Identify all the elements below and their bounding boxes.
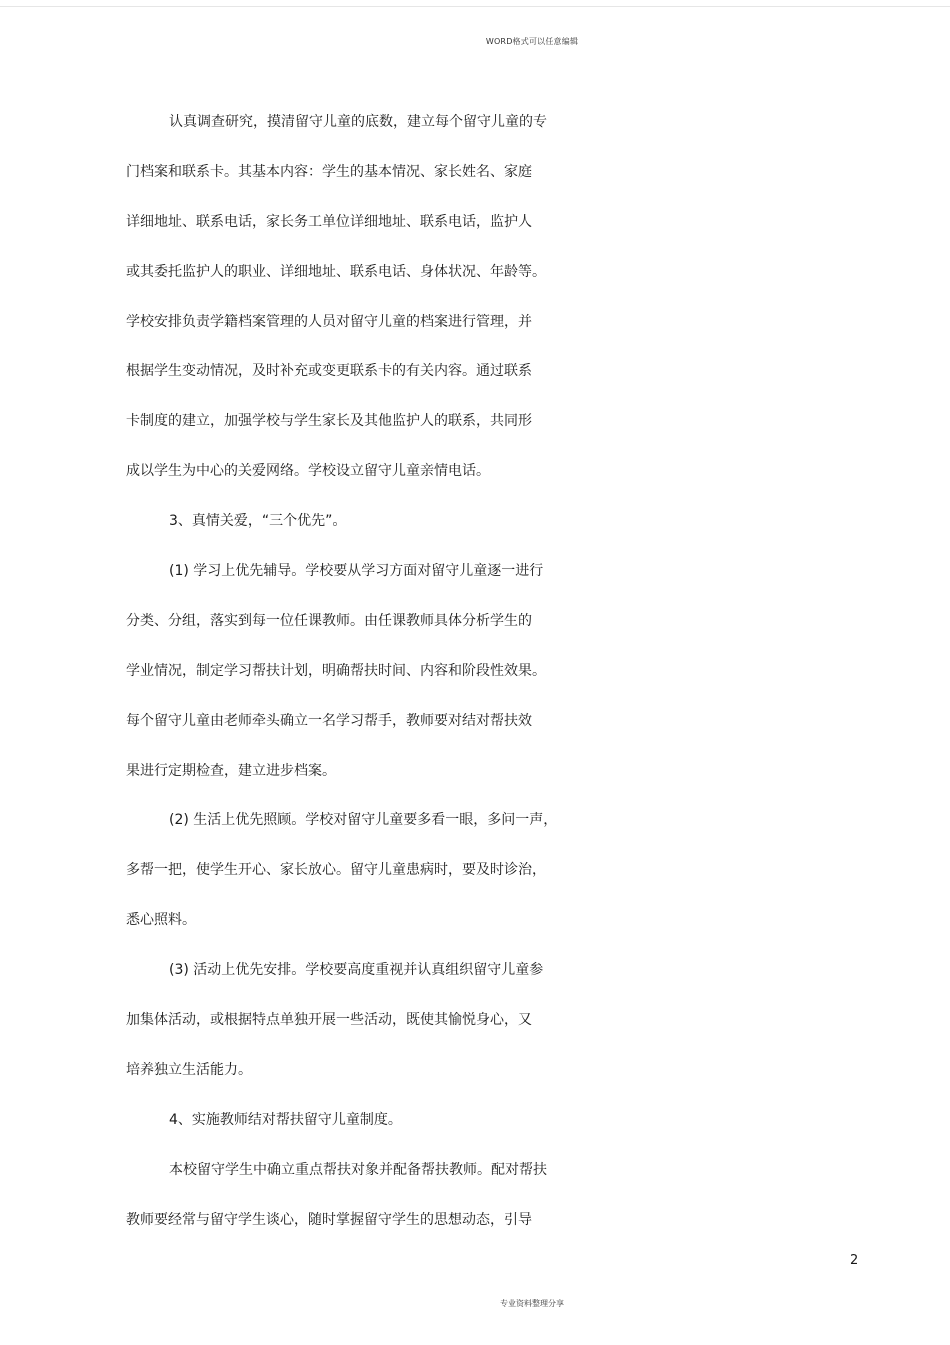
page-footer — [0, 1298, 950, 1309]
paragraph — [126, 108, 566, 507]
text-line: 3、真情关爱，“三个优先”。 — [169, 513, 347, 530]
page-top-rule — [0, 6, 950, 7]
text-line: 教师要经常与留守学生谈心，随时掌握留守学生的思想动态，引导 — [126, 1211, 532, 1228]
document-body — [126, 108, 566, 1255]
text-line: (2) 生活上优先照顾。学校对留守儿童要多看一眼，多问一声， — [169, 812, 558, 829]
text-line: 培养独立生活能力。 — [126, 1061, 252, 1078]
paragraph — [126, 1156, 566, 1256]
page-header — [0, 36, 950, 47]
text-line: 本校留守学生中确立重点帮扶对象并配备帮扶教师。配对帮扶 — [169, 1161, 547, 1178]
section-heading — [126, 507, 566, 557]
text-line: 学业情况，制定学习帮扶计划，明确帮扶时间、内容和阶段性效果。 — [126, 662, 546, 679]
section-heading — [126, 1106, 566, 1156]
page-number: 2 — [850, 1253, 859, 1268]
paragraph — [126, 806, 566, 956]
text-line: 4、实施教师结对帮扶留守儿童制度。 — [169, 1111, 402, 1128]
footer-text: 专业资料整理分享 — [500, 1299, 564, 1308]
text-line: (3) 活动上优先安排。学校要高度重视并认真组织留守儿童参 — [169, 962, 544, 979]
text-line: 门档案和联系卡。其基本内容：学生的基本情况、家长姓名、家庭 — [126, 163, 532, 180]
header-text: WORD格式可以任意编辑 — [485, 37, 579, 46]
paragraph — [126, 557, 566, 806]
text-line: 每个留守儿童由老师牵头确立一名学习帮手，教师要对结对帮扶效 — [126, 712, 532, 729]
text-line: 认真调查研究，摸清留守儿童的底数，建立每个留守儿童的专 — [169, 114, 547, 130]
text-line: 悉心照料。 — [126, 912, 196, 929]
text-line: 根据学生变动情况，及时补充或变更联系卡的有关内容。通过联系 — [126, 363, 532, 380]
text-line: 果进行定期检查，建立进步档案。 — [126, 762, 336, 779]
text-line: 加集体活动，或根据特点单独开展一些活动，既使其愉悦身心，又 — [126, 1012, 532, 1029]
text-line: 成以学生为中心的关爱网络。学校设立留守儿童亲情电话。 — [126, 463, 490, 480]
text-line: 或其委托监护人的职业、详细地址、联系电话、身体状况、年龄等。 — [126, 263, 546, 280]
text-line: 学校安排负责学籍档案管理的人员对留守儿童的档案进行管理，并 — [126, 313, 532, 330]
text-line: 卡制度的建立，加强学校与学生家长及其他监护人的联系，共同形 — [126, 413, 532, 430]
text-line: 详细地址、联系电话，家长务工单位详细地址、联系电话，监护人 — [126, 213, 532, 230]
paragraph — [126, 956, 566, 1106]
text-line: 分类、分组，落实到每一位任课教师。由任课教师具体分析学生的 — [126, 612, 532, 629]
text-line: (1) 学习上优先辅导。学校要从学习方面对留守儿童逐一进行 — [169, 563, 544, 580]
text-line: 多帮一把，使学生开心、家长放心。留守儿童患病时，要及时诊治， — [126, 862, 546, 879]
